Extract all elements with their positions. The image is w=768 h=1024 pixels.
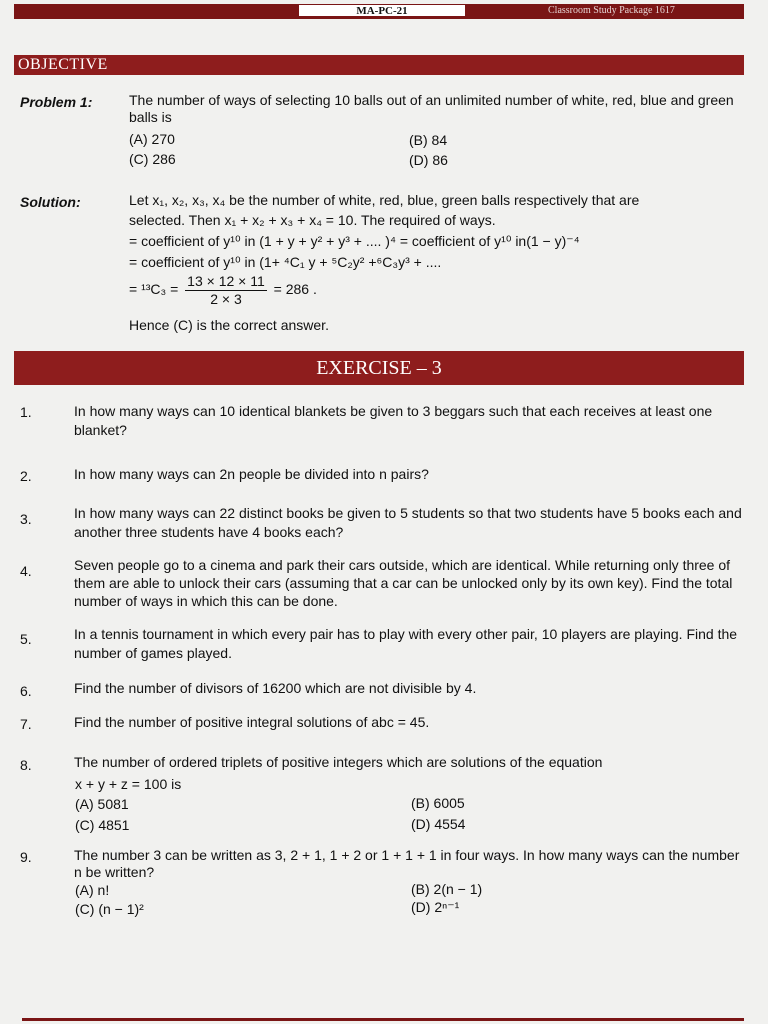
question-number: 1.: [20, 404, 32, 420]
problem-option-c: (C) 286: [129, 151, 176, 167]
exercise-title: EXERCISE – 3: [316, 357, 442, 379]
question-text: The number of ordered triplets of positive integers which are solutions of the equation: [74, 754, 603, 770]
question-text: In how many ways can 22 distinct books be given to 5 students so that two students have 5 books each and another three students have 4 books each?: [74, 505, 742, 540]
question-number: 9.: [20, 849, 32, 865]
q8-option-a: (A) 5081: [75, 796, 129, 812]
q8-option-d: (D) 4554: [411, 816, 466, 832]
q8-option-b: (B) 6005: [411, 795, 465, 811]
question-number: 7.: [20, 716, 32, 732]
solution-line-2: selected. Then x₁ + x₂ + x₃ + x₄ = 10. The required of ways.: [129, 212, 496, 228]
question-text: Find the number of divisors of 16200 which are not divisible by 4.: [74, 680, 477, 696]
question-number: 3.: [20, 511, 32, 527]
problem-option-a: (A) 270: [129, 131, 175, 147]
solution-conclusion: Hence (C) is the correct answer.: [129, 317, 329, 333]
question-number: 8.: [20, 757, 32, 773]
fraction-numerator: 13 × 12 × 11: [187, 273, 265, 289]
solution-line-4: = coefficient of y¹⁰ in (1+ ⁴C₁ y + ⁵C₂y² +⁶C₃y³ + ....: [129, 254, 442, 270]
problem-option-d: (D) 86: [409, 152, 448, 168]
question-text: Seven people go to a cinema and park their cars outside, which are identical. While returning only three of them are able to unlock their cars (assuming that a car can be unlocked only by its own key). Find the total number of ways in which this can be done.: [74, 557, 733, 609]
q8-option-c: (C) 4851: [75, 817, 130, 833]
question-number: 4.: [20, 563, 32, 579]
exercise-banner: [14, 351, 744, 385]
solution-line-5: [129, 273, 317, 308]
solution-line-1: Let x₁, x₂, x₃, x₄ be the number of white, red, blue, green balls respectively that are: [129, 192, 640, 208]
problem-text: The number of ways of selecting 10 balls out of an unlimited number of white, red, blue and green balls is: [129, 92, 734, 125]
objective-banner: [14, 55, 744, 75]
solution-line-3: = coefficient of y¹⁰ in (1 + y + y² + y³ + .... )⁴ = coefficient of y¹⁰ in(1 − y)⁻⁴: [129, 233, 580, 249]
question-text: In how many ways can 2n people be divided into n pairs?: [74, 466, 429, 482]
package-label: Classroom Study Package 1617: [548, 5, 675, 16]
question-text-line-2: x + y + z = 100 is: [75, 776, 182, 792]
objective-title: OBJECTIVE: [18, 56, 108, 73]
document-code: MA-PC-21: [298, 4, 466, 17]
footer-rule: [22, 1018, 744, 1021]
question-number: 2.: [20, 468, 32, 484]
problem-option-b: (B) 84: [409, 132, 448, 148]
q9-option-b: (B) 2(n − 1): [411, 881, 483, 897]
solution-result: = 286 .: [273, 281, 317, 298]
solution-label: Solution:: [20, 194, 81, 210]
question-text: The number 3 can be written as 3, 2 + 1, 1 + 2 or 1 + 1 + 1 in four ways. In how many ways can the number n be written?: [74, 847, 740, 880]
problem-label: Problem 1:: [20, 94, 93, 110]
question-text: In a tennis tournament in which every pair has to play with every other pair, 10 players are playing. Find the number of games played.: [74, 626, 738, 661]
solution-fraction: [185, 273, 267, 308]
q9-option-a: (A) n!: [75, 882, 110, 898]
q9-option-c: (C) (n − 1)²: [75, 901, 144, 917]
question-text: Find the number of positive integral solutions of abc = 45.: [74, 714, 430, 730]
fraction-denominator: 2 × 3: [210, 291, 242, 307]
question-text: In how many ways can 10 identical blankets be given to 3 beggars such that each receives at least one blanket?: [74, 403, 713, 438]
question-number: 5.: [20, 631, 32, 647]
question-number: 6.: [20, 683, 32, 699]
q9-option-d: (D) 2ⁿ⁻¹: [411, 899, 460, 915]
solution-binomial: = ¹³C₃ =: [129, 281, 179, 298]
